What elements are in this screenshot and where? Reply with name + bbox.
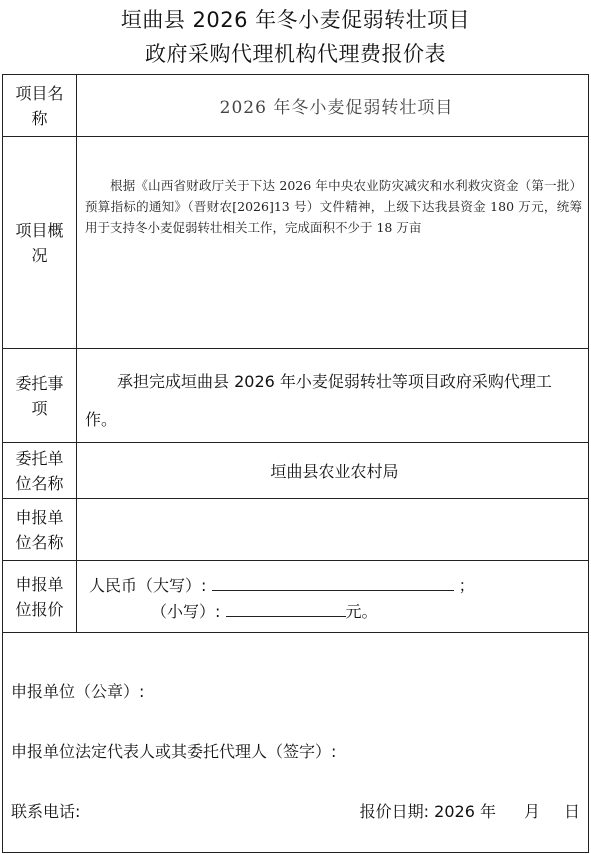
entrust-matter-label: 委托事项 [3,349,77,442]
entrust-unit-label: 委托单位名称 [3,443,77,498]
quote-date [360,799,580,822]
price-upper-label: 人民币（大写）: [89,576,207,595]
contact-phone-label: 联系电话: [11,802,81,821]
price-upper-blank[interactable] [212,574,454,591]
entrust-matter-text: 承担完成垣曲县 2026 年小麦促弱转壮等项目政府采购代理工作。 [85,372,552,429]
declare-unit-label: 申报单位名称 [3,499,77,560]
declare-price-label: 申报单位报价 [3,561,77,632]
row-declaration [3,633,588,854]
row-declare-price [3,561,588,633]
project-overview-text: 根据《山西省财政厅关于下达 2026 年中央农业防灾减灾和水利救灾资金（第一批）预算指标的通知》（晋财农[2026]13 号）文件精神，上级下达我县资金 180 万元，统筹用于支持冬小麦促弱转壮相关工作，完成面积不少于 18 万亩 [85,178,582,235]
price-lower-blank[interactable] [226,600,346,617]
price-lower-unit: 元。 [345,602,378,621]
entrust-unit-value: 垣曲县农业农村局 [270,462,399,481]
project-name-label: 项目名称 [3,75,77,136]
quotation-form-table [2,74,589,853]
row-entrust-unit [3,443,588,499]
declare-unit-field[interactable] [77,499,588,560]
row-project-name [3,75,588,137]
quote-date-day: 日 [563,802,580,821]
price-lower-label: （小写）: [151,602,221,621]
quote-date-month: 月 [523,802,540,821]
row-entrust-matter [3,349,588,443]
price-upper-end: ； [458,576,475,595]
row-declare-unit [3,499,588,561]
seal-line: 申报单位（公章）: [11,682,145,701]
row-project-overview [3,137,588,349]
project-name-value: 2026 年冬小麦促弱转壮项目 [219,98,454,118]
document-title-line2: 政府采购代理机构代理费报价表 [145,42,446,66]
document-title-line1: 垣曲县 2026 年冬小麦促弱转壮项目 [120,8,471,32]
declare-unit-value [77,499,588,560]
representative-signature-line: 申报单位法定代表人或其委托代理人（签字）: [11,742,337,761]
quote-date-label: 报价日期: 2026 年 [359,802,496,821]
project-overview-label: 项目概况 [3,137,77,348]
